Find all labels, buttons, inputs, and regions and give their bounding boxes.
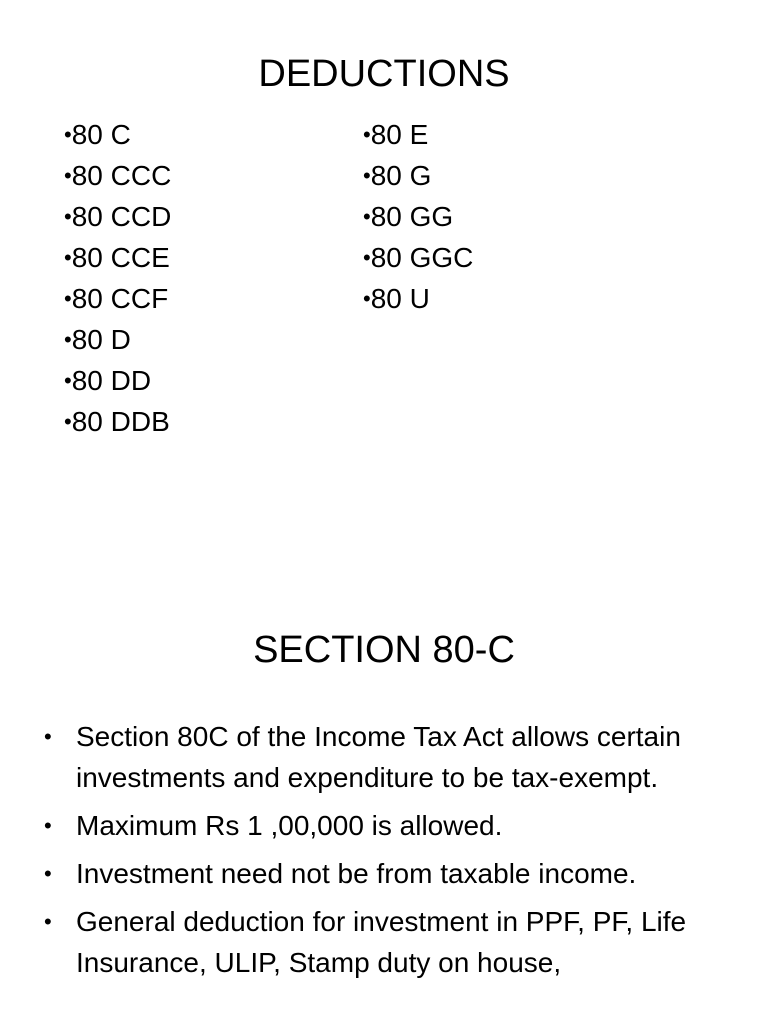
list-item: • General deduction for investment in PPF, PF, Life Insurance, ULIP, Stamp duty on house, — [0, 901, 768, 983]
bullet-icon: • — [64, 122, 72, 147]
deductions-list-left — [64, 114, 171, 442]
list-item: •80 G — [363, 155, 473, 196]
list-item: •80 GGC — [363, 237, 473, 278]
section-80c-bullets — [0, 716, 768, 990]
bullet-icon: • — [363, 163, 371, 188]
bullet-icon: • — [44, 724, 52, 749]
bullet-icon: • — [64, 368, 72, 393]
bullet-icon: • — [363, 245, 371, 270]
list-item: •80 D — [64, 319, 171, 360]
bullet-icon: • — [64, 245, 72, 270]
bullet-icon: • — [64, 204, 72, 229]
list-item: •80 U — [363, 278, 473, 319]
slide-title: DEDUCTIONS — [258, 53, 510, 95]
bullet-icon: • — [64, 409, 72, 434]
bullet-icon: • — [44, 861, 52, 886]
deductions-list-right — [363, 114, 473, 319]
list-item: •80 CCD — [64, 196, 171, 237]
bullet-icon: • — [64, 163, 72, 188]
bullet-icon: • — [64, 327, 72, 352]
section-80c-slide — [0, 512, 768, 1024]
bullet-icon: • — [44, 813, 52, 838]
list-item: • Maximum Rs 1 ,00,000 is allowed. — [0, 805, 768, 846]
bullet-icon: • — [64, 286, 72, 311]
list-item: •80 DDB — [64, 401, 171, 442]
bullet-icon: • — [44, 909, 52, 934]
list-item: • Investment need not be from taxable income. — [0, 853, 768, 894]
list-item: •80 DD — [64, 360, 171, 401]
list-item: •80 CCE — [64, 237, 171, 278]
list-item: •80 C — [64, 114, 171, 155]
slide-title: SECTION 80-C — [253, 629, 515, 671]
list-item: •80 GG — [363, 196, 473, 237]
list-item: • Section 80C of the Income Tax Act allows certain investments and expenditure to be tax-exempt. — [0, 716, 768, 798]
list-item: •80 CCF — [64, 278, 171, 319]
bullet-icon: • — [363, 204, 371, 229]
list-item: •80 E — [363, 114, 473, 155]
bullet-icon: • — [363, 286, 371, 311]
list-item: •80 CCC — [64, 155, 171, 196]
bullet-icon: • — [363, 122, 371, 147]
